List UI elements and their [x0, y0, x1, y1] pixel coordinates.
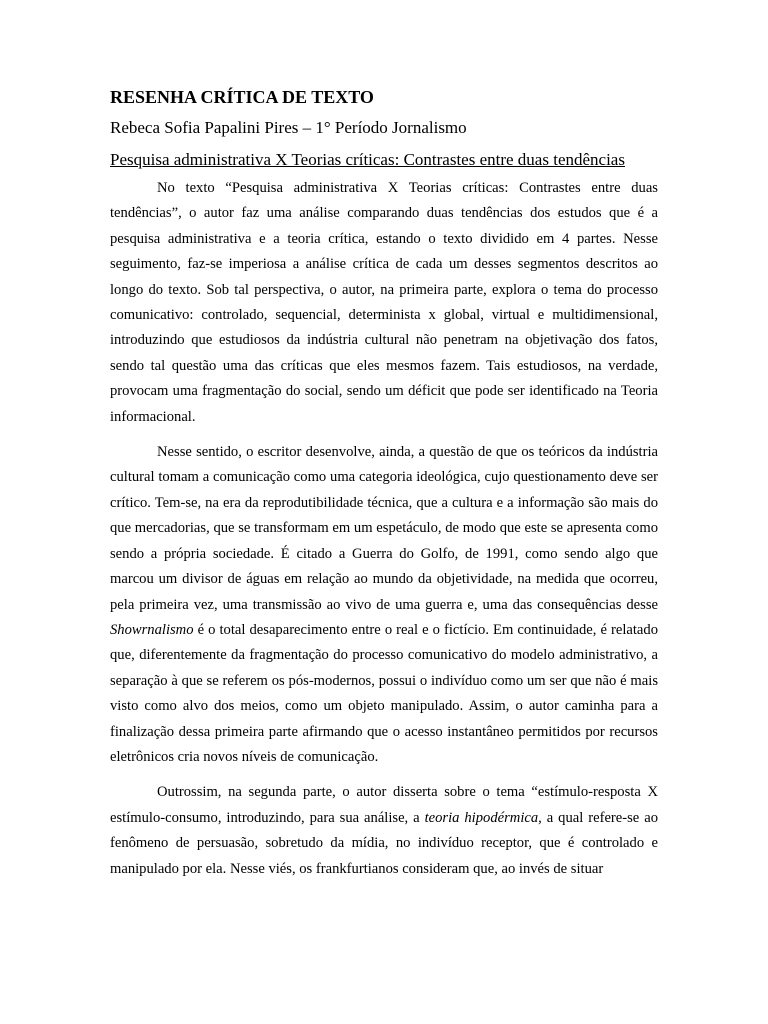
paragraph-text: a qual refere-se ao fenômeno de persuasão, sobretudo da mídia, no indivíduo receptor, que é controlado e manipulado por ela. Nesse viés, os frankfurtianos consideram que, ao invés de situar	[110, 809, 658, 877]
italic-term: teoria hipodérmica,	[424, 809, 542, 826]
document-subtitle: Pesquisa administrativa X Teorias críticas: Contrastes entre duas tendências	[110, 150, 625, 169]
paragraph-text: No texto “Pesquisa administrativa X Teorias críticas: Contrastes entre duas tendências”, o autor faz uma análise comparando duas tendências dos estudos que é a pesquisa administrativa e a teoria crítica, estando o texto dividido em 4 partes. Nesse seguimento, faz-se imperiosa a análise crítica de cada um desses segmentos descritos ao longo do texto. Sob tal perspectiva, o autor, na primeira parte, explora o tema do processo comunicativo: controlado, sequencial, determinista x global, virtual e multidimensional, introduzindo que estudiosos da indústria cultural não penetram na objetivação dos fatos, sendo tal questão uma das críticas que eles mesmos fazem. Tais estudiosos, na verdade, provocam uma fragmentação do social, sendo um déficit que pode ser identificado na Teoria informacional.	[110, 180, 658, 425]
paragraph-text: é o total desaparecimento entre o real e o fictício. Em continuidade, é relatado que, diferentemente da fragmentação do processo comunicativo do modelo administrativo, a separação à que se referem os pós-modernos, possui o indivíduo como um ser que não é mais visto como alvo dos meios, como um objeto manipulado. Assim, o autor caminha para a finalização dessa primeira parte afirmando que o acesso instantâneo permitidos por recursos eletrônicos cria novos níveis de comunicação.	[110, 621, 658, 765]
author-line: Rebeca Sofia Papalini Pires – 1° Período Jornalismo	[110, 118, 467, 137]
italic-term: Showrnalismo	[110, 621, 194, 638]
document-title: RESENHA CRÍTICA DE TEXTO	[110, 87, 374, 107]
paragraph-3	[110, 780, 658, 882]
paragraph-1	[110, 176, 658, 430]
paragraph-text: Outrossim, na segunda parte, o autor disserta sobre o tema “estímulo-resposta X estímulo-consumo, introduzindo, para sua análise, a	[110, 784, 658, 826]
document-page	[110, 86, 658, 892]
paragraph-text: Nesse sentido, o escritor desenvolve, ainda, a questão de que os teóricos da indústria cultural tomam a comunicação como uma categoria ideológica, cujo questionamento deve ser crítico. Tem-se, na era da reprodutibilidade técnica, que a cultura e a informação são mais do que mercadorias, que se transformam em um espetáculo, de modo que este se apresenta como sendo a própria sociedade. É citado a Guerra do Golfo, de 1991, como sendo algo que marcou um divisor de águas em relação ao mundo da objetividade, na medida que ocorreu, pela primeira vez, uma transmissão ao vivo de uma guerra e, uma das consequências desse	[110, 444, 658, 613]
paragraph-2	[110, 440, 658, 770]
